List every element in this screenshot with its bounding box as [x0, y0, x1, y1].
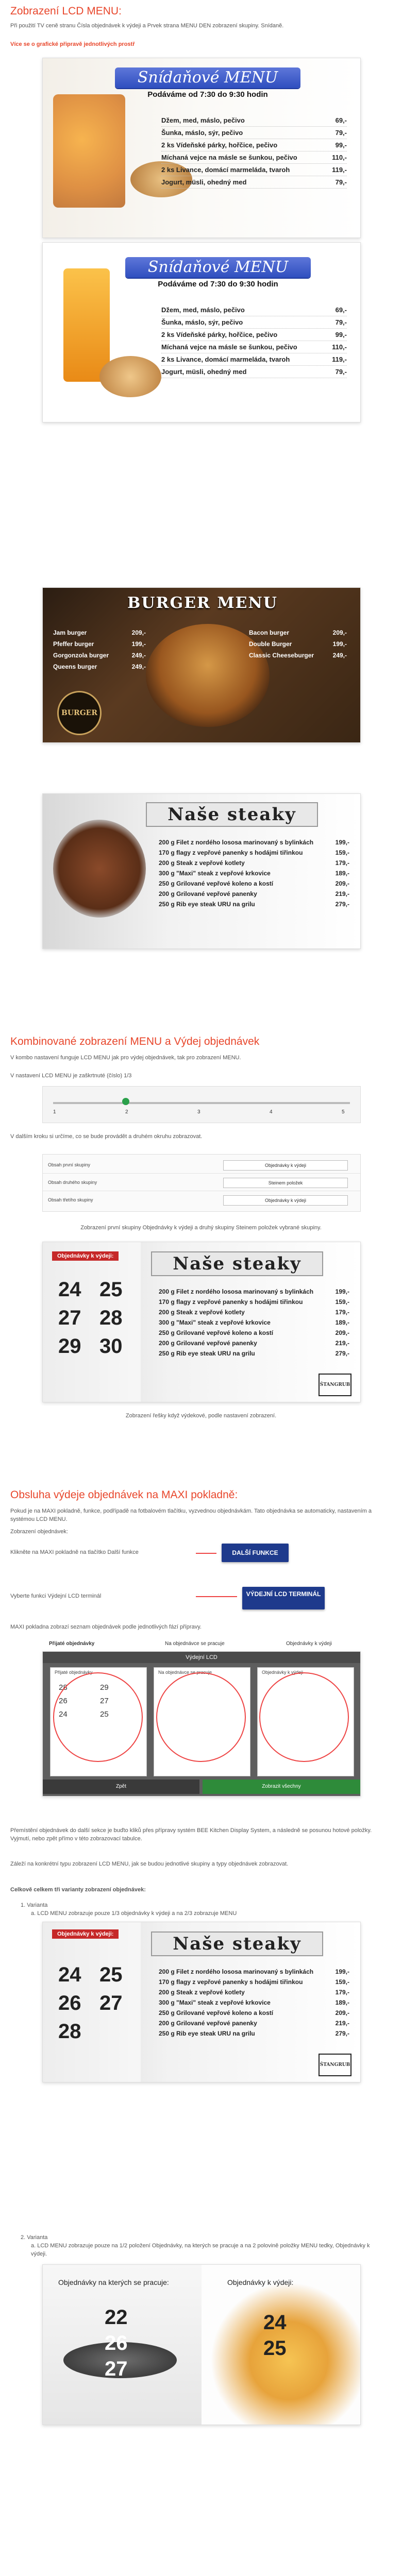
steak-menu-title: Naše steaky: [151, 1931, 323, 1956]
croissant-image: [99, 356, 161, 397]
menu-row: 200 g Steak z vepřové kotlety 179,-: [159, 859, 349, 867]
working-orders-panel: [43, 2265, 202, 2425]
variant2-desc: a. LCD MENU zobrazuje pouze na 1/2 položení Objednávky, na kterých se pracuje a na 2 polovině položky MENU tedky, Objednávky k výdeji.: [31, 2243, 370, 2257]
menu-row: Jogurt, müsli, ohedný med 79,-: [161, 177, 347, 189]
settings-select[interactable]: Objednávky k výdeji: [223, 1160, 348, 1171]
menu-row: 200 g Filet z nordého lososa marinovaný s bylinkách 199,-: [159, 1968, 349, 1975]
menu-row: 300 g "Maxi" steak z vepřové krkovice 189,-: [159, 1999, 349, 2006]
restaurant-logo: ŠTANGRUB: [319, 2054, 351, 2076]
menu-row: Gorgonzola burger 249,-: [53, 652, 146, 659]
menu-row: Jam burger 209,-: [53, 629, 146, 636]
menu-row: 200 g Grilované vepřové panenky 219,-: [159, 1340, 349, 1347]
dalsi-funkce-button[interactable]: DALŠÍ FUNKCE: [222, 1544, 289, 1562]
slider-label: 1: [53, 1109, 56, 1115]
variant1-display: [42, 1922, 361, 2082]
menu-row: 170 g flagy z vepřové panenky s hodájmi tiřinkou 159,-: [159, 849, 349, 856]
section3-p1: Přemístění objednávek do další sekce je buďto kliků přes přípravy systém BEE Kitchen Display System, a následně se posunou hotové položky. Vyjmutí, nebo zpět přímo v této zobrazovací tabulce.: [10, 1827, 372, 1842]
order-number: 29: [58, 1335, 81, 1358]
order-number[interactable]: 27: [100, 1697, 109, 1705]
breakfast-menu-subtitle: Podáváme od 7:30 do 9:30 hodin: [158, 280, 278, 289]
combo-display-screen: [42, 1242, 361, 1402]
variant2-name: 2. Varianta: [21, 2234, 48, 2241]
order-number: 26: [105, 2332, 128, 2354]
working-orders-title: Objednávky na kterých se pracuje:: [58, 2278, 169, 2286]
section1-intro: Při použití TV ceně stranu Čísla objednávek k výdeji a Prvek strana MENU DEN zobrazení skupiny. Snídaně.: [10, 23, 284, 29]
breakfast-menu-subtitle: Podáváme od 7:30 do 9:30 hodin: [147, 90, 268, 99]
burger-menu-screen: [42, 587, 361, 743]
burger-menu-title: BURGER MENU: [127, 594, 278, 612]
order-number[interactable]: 29: [100, 1683, 109, 1692]
order-number: 24: [58, 1963, 81, 1986]
section3-p2: Záleží na konkrétní typu zobrazení LCD MENU, jak se budou jednotlivé skupiny a typy objednávek zobrazovat.: [10, 1861, 289, 1867]
settings-row[interactable]: Obsah druhého skupiny Steinem položek: [43, 1175, 360, 1191]
order-number: 25: [263, 2337, 287, 2360]
steak-menu-title: Naše steaky: [146, 802, 318, 827]
menu-row: 200 g Steak z vepřové kotlety 179,-: [159, 1989, 349, 1996]
restaurant-logo: ŠTANGRUB: [319, 1374, 351, 1396]
steak-menu-title: Naše steaky: [151, 1251, 323, 1276]
section2-detail: V dalším kroku si určíme, co se bude provádět a druhém okruhu zobrazovat.: [10, 1133, 203, 1140]
combo-settings-panel: [42, 1154, 361, 1212]
kiosk-headline: Výdejní LCD: [43, 1652, 360, 1663]
steak-menu-screen: [42, 793, 361, 949]
section3-label: Zobrazení objednávek:: [10, 1529, 68, 1535]
section2-intro: V kombo nastavení funguje LCD MENU jak pro výdej objednávek, tak pro zobrazení MENU.: [10, 1055, 241, 1061]
order-number: 22: [105, 2306, 128, 2329]
menu-row: Bacon burger 209,-: [249, 629, 347, 636]
orders-header: Objednávky k výdeji:: [52, 1251, 119, 1261]
steak-image: [53, 820, 146, 918]
menu-row: 200 g Steak z vepřové kotlety 179,-: [159, 1309, 349, 1316]
menu-row: 2 ks Vídeňské párky, hořčice, pečivo 99,-: [161, 329, 347, 341]
menu-row: Míchaná vejce na másle se šunkou, pečivo 110,-: [161, 342, 347, 353]
juice-glass-image: [63, 268, 110, 382]
order-number: 30: [99, 1335, 123, 1358]
slider-label: 2: [125, 1109, 128, 1115]
slider-handle[interactable]: [122, 1098, 129, 1105]
menu-row: Queens burger 249,-: [53, 663, 146, 670]
section3-step2: Vyberte funkci Výdejní LCD terminál: [10, 1593, 102, 1599]
orders-panel: [43, 1242, 141, 1402]
kiosk-col-label: Objednávky k výdeji: [286, 1641, 332, 1647]
kiosk-col-label: Přijaté objednávky: [49, 1641, 95, 1647]
settings-select[interactable]: Objednávky k výdeji: [223, 1195, 348, 1206]
settings-row[interactable]: Obsah první skupiny Objednávky k výdeji: [43, 1158, 360, 1174]
section1-note: Více se o grafické připravě jednotlivých prostř: [10, 41, 135, 47]
menu-row: 250 g Grilované vepřové koleno a kostí 209,-: [159, 880, 349, 887]
section3-step3: MAXI pokladna zobrazí seznam objednávek podle jednotlivých fází přípravy.: [10, 1624, 202, 1630]
slider-label: 4: [270, 1109, 273, 1115]
menu-row: 250 g Rib eye steak URU na grilu 279,-: [159, 1350, 349, 1357]
slider-label: 5: [342, 1109, 345, 1115]
layout-selector[interactable]: [42, 1086, 361, 1123]
menu-row: Double Burger 199,-: [249, 640, 347, 648]
menu-row: Jogurt, müsli, ohedný med 79,-: [161, 366, 347, 378]
ready-orders-title: Objednávky k výdeji:: [227, 2278, 294, 2286]
order-number[interactable]: 28: [59, 1683, 68, 1692]
menu-row: 2 ks Livance, domácí marmeláda, tvaroh 119,-: [161, 164, 347, 176]
menu-row: 250 g Rib eye steak URU na grilu 279,-: [159, 2030, 349, 2037]
burger-logo: BURGER: [57, 691, 102, 735]
order-number: 24: [58, 1278, 81, 1301]
vydejni-lcd-terminal-button[interactable]: VÝDEJNÍ LCD TERMINÁL: [242, 1587, 325, 1609]
section3-p3: Celkově celkem tři varianty zobrazení objednávek:: [10, 1887, 146, 1893]
breakfast-menu-screen-2: [42, 242, 361, 422]
highlight-circle: [259, 1672, 349, 1762]
variant1-name: 1. Varianta: [21, 1902, 48, 1908]
menu-row: 170 g flagy z vepřové panenky s hodájmi tiřinkou 159,-: [159, 1978, 349, 1986]
menu-row: 200 g Grilované vepřové panenky 219,-: [159, 2020, 349, 2027]
menu-row: 200 g Filet z nordého lososa marinovaný s bylinkách 199,-: [159, 1288, 349, 1295]
menu-row: 200 g Grilované vepřové panenky 219,-: [159, 890, 349, 897]
settings-select[interactable]: Steinem položek: [223, 1178, 348, 1188]
order-number: 28: [99, 1307, 123, 1329]
menu-row: Šunka, máslo, sýr, pečivo 79,-: [161, 317, 347, 329]
order-number: 25: [99, 1278, 123, 1301]
order-number: 27: [99, 1992, 123, 2014]
order-number: 24: [263, 2311, 287, 2334]
slider-track: [53, 1102, 350, 1104]
menu-row: 170 g flagy z vepřové panenky s hodájmi tiřinkou 159,-: [159, 1298, 349, 1306]
variant2-display: [42, 2264, 361, 2425]
menu-row: 2 ks Livance, domácí marmeláda, tvaroh 119,-: [161, 354, 347, 366]
section2-setting: V nastavení LCD MENU je zaškrtnuté (číslo) 1/3: [10, 1073, 132, 1079]
kiosk-panel-preparing: Na objednávce se pracuje: [154, 1667, 250, 1776]
menu-row: 200 g Filet z nordého lososa marinovaný s bylinkách 199,-: [159, 839, 349, 846]
orders-panel: [43, 1922, 141, 2082]
kiosk-col-label: Na objednávce se pracuje: [165, 1641, 225, 1647]
menu-row: 300 g "Maxi" steak z vepřové krkovice 189,-: [159, 870, 349, 877]
arrow-line: [196, 1553, 216, 1554]
menu-row: Classic Cheeseburger 249,-: [249, 652, 347, 659]
kiosk-panel-ready: Objednávky k výdeji: [257, 1667, 354, 1776]
breakfast-menu-title: Snídaňové MENU: [125, 257, 311, 278]
order-number[interactable]: 24: [59, 1710, 68, 1719]
order-number: 28: [58, 2020, 81, 2043]
menu-row: 250 g Rib eye steak URU na grilu 279,-: [159, 901, 349, 908]
breakfast-menu-screen-1: [42, 58, 361, 238]
menu-row: Míchaná vejce na másle se šunkou, pečivo 110,-: [161, 152, 347, 164]
menu-row: Šunka, máslo, sýr, pečivo 79,-: [161, 127, 347, 139]
section1-title: Zobrazení LCD MENU:: [10, 5, 122, 17]
order-number: 27: [58, 1307, 81, 1329]
menu-row: Džem, med, máslo, pečivo 69,-: [161, 115, 347, 127]
kiosk-back-button[interactable]: Zpět: [43, 1780, 199, 1794]
highlight-circle: [156, 1672, 246, 1762]
order-number: 25: [99, 1963, 123, 1986]
order-number[interactable]: 25: [100, 1710, 109, 1719]
section3-intro: Pokud je na MAXI pokladně, funkce, podřípadě na fotbalovém tlačítku, vyzvednou objednávkám. Tato objednávka se automaticky, nastavením a systémou LCD MENU.: [10, 1508, 372, 1522]
orders-header: Objednávky k výdeji:: [52, 1929, 119, 1939]
variant1-desc: a. LCD MENU zobrazuje pouze 1/3 objednávky k výdeji a na 2/3 zobrazuje MENU: [31, 1910, 237, 1917]
menu-row: 2 ks Vídeňské párky, hořčice, pečivo 99,-: [161, 140, 347, 151]
arrow-line: [196, 1596, 237, 1597]
order-number[interactable]: 26: [59, 1697, 68, 1705]
menu-row: Pfeffer burger 199,-: [53, 640, 146, 648]
section2-caption2: Zobrazení řešky když výdekové, podle nastavení zobrazení.: [125, 1413, 277, 1419]
highlight-circle: [53, 1672, 143, 1762]
kiosk-show-all-button[interactable]: Zobrazit všechny: [203, 1780, 360, 1794]
section2-caption: Zobrazení první skupiny Objednávky k výdeji a druhý skupiny Steinem položek vybrané skupiny.: [80, 1225, 322, 1231]
menu-row: 300 g "Maxi" steak z vepřové krkovice 189,-: [159, 1319, 349, 1326]
slider-label: 3: [197, 1109, 200, 1115]
menu-row: Džem, med, máslo, pečivo 69,-: [161, 304, 347, 316]
settings-row[interactable]: Obsah třetího skupiny Objednávky k výdeji: [43, 1193, 360, 1208]
menu-row: 250 g Grilované vepřové koleno a kostí 209,-: [159, 1329, 349, 1336]
section2-title: Kombinované zobrazení MENU a Výdej objednávek: [10, 1036, 260, 1047]
section3-step1: Klikněte na MAXI pokladně na tlačítko Další funkce: [10, 1549, 139, 1555]
kiosk-terminal-screen: [42, 1651, 361, 1797]
kiosk-panel-received: Přijaté objednávky 28 29 26 27 24 25: [50, 1667, 147, 1776]
order-number: 27: [105, 2358, 128, 2380]
section3-title: Obsluha výdeje objednávek na MAXI pokladně:: [10, 1489, 238, 1501]
breakfast-menu-title: Snídaňové MENU: [115, 67, 300, 88]
order-number: 26: [58, 1992, 81, 2014]
ready-orders-panel: [202, 2265, 360, 2425]
orange-juice-image: [53, 94, 125, 208]
menu-row: 250 g Grilované vepřové koleno a kostí 209,-: [159, 2009, 349, 2016]
